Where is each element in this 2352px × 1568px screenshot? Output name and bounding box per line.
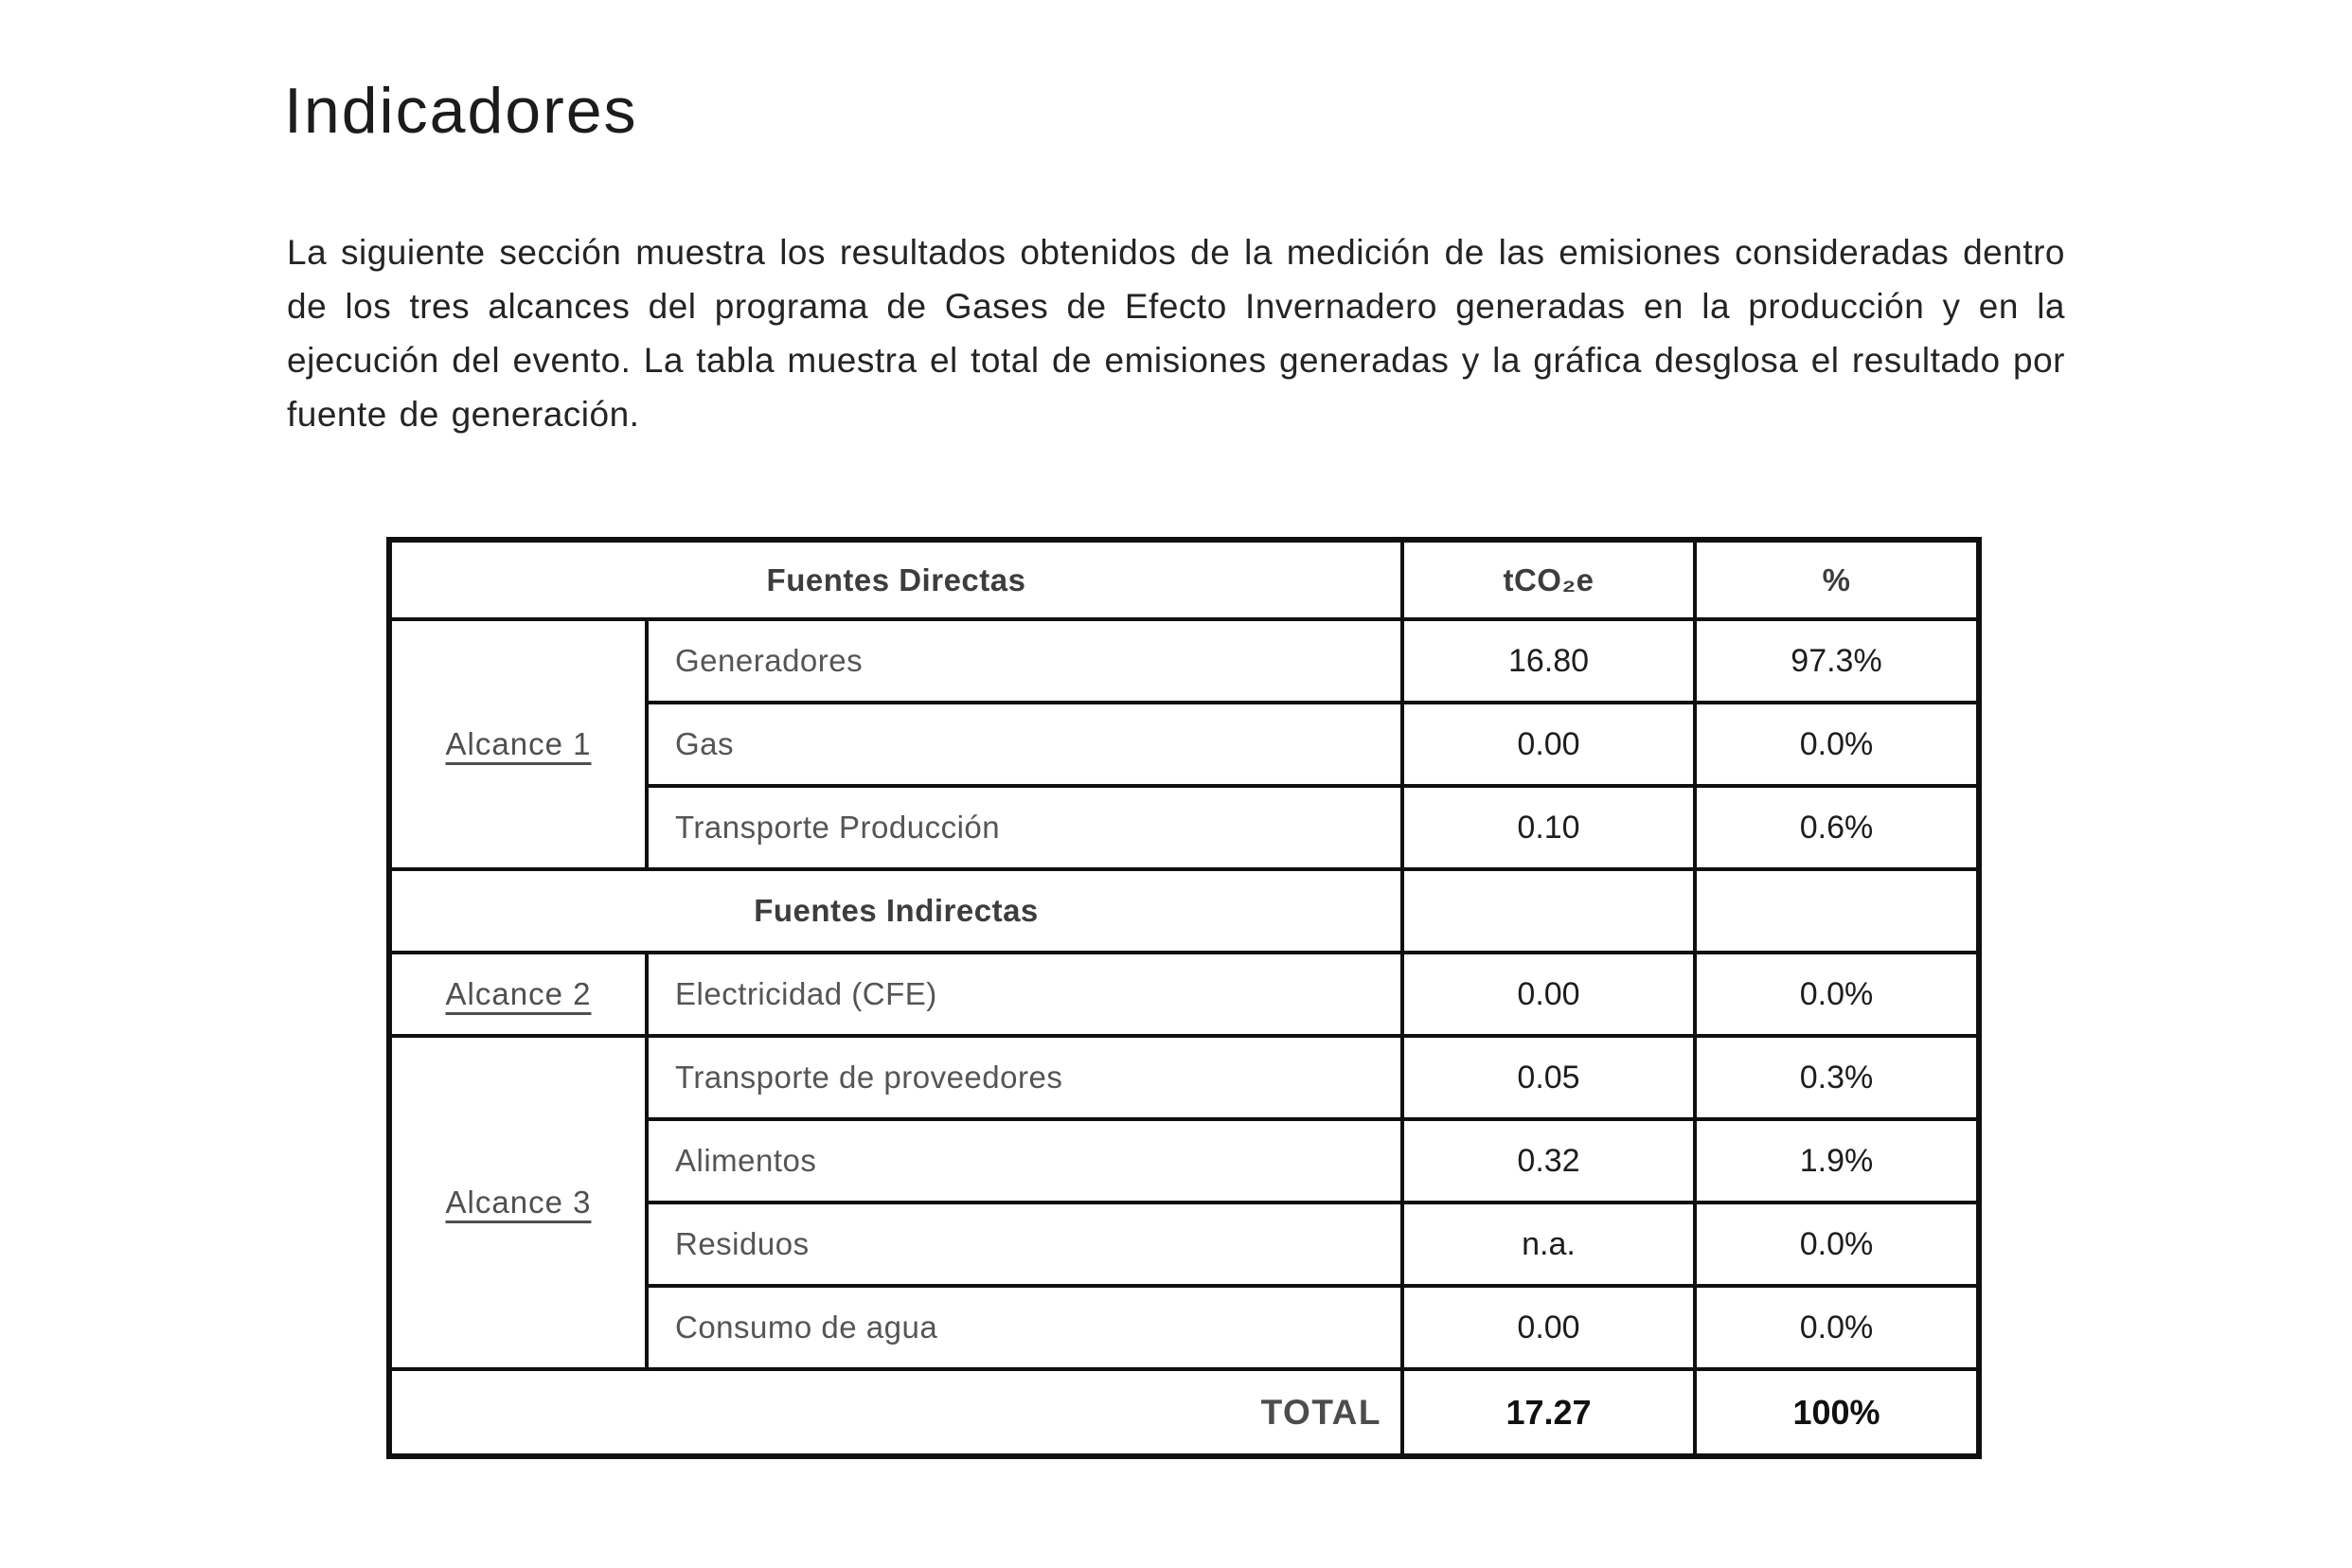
section-header-fuentes-indirectas: Fuentes Indirectas xyxy=(389,869,1402,953)
row-label: Transporte Producción xyxy=(647,786,1402,869)
column-header-fuentes-directas: Fuentes Directas xyxy=(389,540,1402,619)
row-label: Electricidad (CFE) xyxy=(647,953,1402,1036)
row-pct: 0.0% xyxy=(1695,703,1979,786)
row-label: Gas xyxy=(647,703,1402,786)
column-header-tco2e: tCO₂e xyxy=(1402,540,1695,619)
table-section-row xyxy=(389,869,1979,953)
row-pct: 0.0% xyxy=(1695,953,1979,1036)
table-row xyxy=(389,1036,1979,1119)
row-label: Alimentos xyxy=(647,1119,1402,1203)
emissions-table xyxy=(386,537,1982,1459)
column-header-percent: % xyxy=(1695,540,1979,619)
row-label: Transporte de proveedores xyxy=(647,1036,1402,1119)
total-tco2e: 17.27 xyxy=(1402,1369,1695,1456)
row-tco2e: 0.32 xyxy=(1402,1119,1695,1203)
alcance-3-link[interactable]: Alcance 3 xyxy=(445,1185,592,1220)
row-tco2e: 0.00 xyxy=(1402,953,1695,1036)
scope-cell-alcance-2 xyxy=(389,953,647,1036)
page-title: Indicadores xyxy=(284,75,638,147)
row-pct: 0.6% xyxy=(1695,786,1979,869)
row-pct: 0.0% xyxy=(1695,1203,1979,1286)
scope-cell-alcance-3 xyxy=(389,1036,647,1369)
table-row xyxy=(389,619,1979,703)
alcance-2-link[interactable]: Alcance 2 xyxy=(445,976,592,1011)
table-header-row xyxy=(389,540,1979,619)
table-total-row xyxy=(389,1369,1979,1456)
row-pct: 0.0% xyxy=(1695,1286,1979,1369)
row-tco2e: 16.80 xyxy=(1402,619,1695,703)
row-pct: 0.3% xyxy=(1695,1036,1979,1119)
total-label: TOTAL xyxy=(389,1369,1402,1456)
row-tco2e: 0.00 xyxy=(1402,703,1695,786)
row-tco2e: 0.05 xyxy=(1402,1036,1695,1119)
row-label: Residuos xyxy=(647,1203,1402,1286)
row-tco2e: 0.00 xyxy=(1402,1286,1695,1369)
table-row xyxy=(389,953,1979,1036)
total-pct: 100% xyxy=(1695,1369,1979,1456)
intro-paragraph: La siguiente sección muestra los resultados obtenidos de la medición de las emisiones consideradas dentro de los tres alcances del programa de Gases de Efecto Invernadero generadas en la producción y en la ejecución del evento. La tabla muestra el total de emisiones generadas y la gráfica desglosa el resultado por fuente de generación. xyxy=(287,233,2065,434)
row-pct: 97.3% xyxy=(1695,619,1979,703)
row-label: Consumo de agua xyxy=(647,1286,1402,1369)
empty-cell xyxy=(1402,869,1695,953)
row-pct: 1.9% xyxy=(1695,1119,1979,1203)
row-tco2e: n.a. xyxy=(1402,1203,1695,1286)
alcance-1-link[interactable]: Alcance 1 xyxy=(445,726,592,761)
scope-cell-alcance-1 xyxy=(389,619,647,869)
row-label: Generadores xyxy=(647,619,1402,703)
empty-cell xyxy=(1695,869,1979,953)
row-tco2e: 0.10 xyxy=(1402,786,1695,869)
